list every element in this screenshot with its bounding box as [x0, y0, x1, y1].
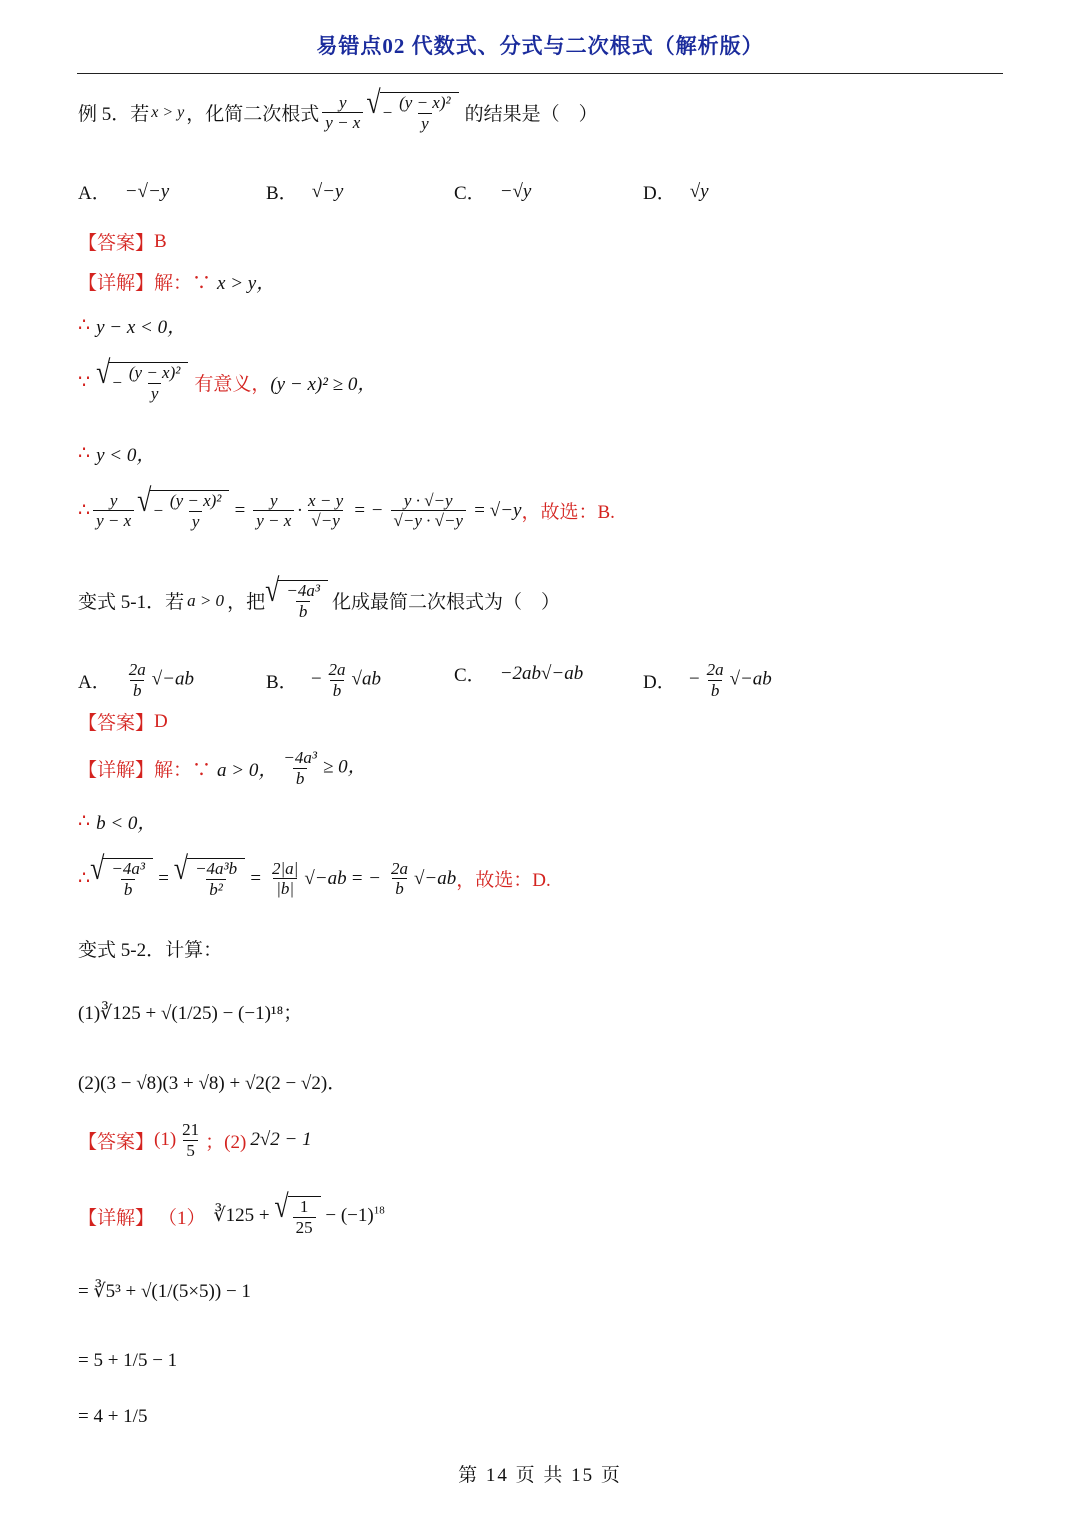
example5-step4: ∴ $\frac{y}{y - x}$ √ − $\frac{\text{(y − x)²}}{y}$ = $\frac{y}{y - x}$ · $\frac{x - y}{√-y}$ = − $\frac{y \cdot √-y}{√-y \cdot √-y}$ = √−y ，故选：B.: [78, 482, 615, 531]
example5-option-b: B． √−y: [266, 180, 344, 204]
page-header-title: 易错点02 代数式、分式与二次根式（解析版）: [316, 34, 764, 58]
variant52-detail-intro: 【详解】 （1） ∛125 + √ $\frac{1}{25}$ − $(-1)^{18}$: [78, 1188, 385, 1237]
example5-detail-intro: 【详解】 解：∵ x > y，: [78, 273, 276, 294]
variant51-answer: 【答案】 D: [78, 710, 168, 734]
variant51-step1: ∴ b < 0，: [78, 811, 157, 834]
variant52-question2: (2)(3 − √8)(3 + √8) + √2(2 − √2)．: [78, 1073, 347, 1094]
example5-option-a: A． −√−y: [78, 180, 170, 204]
variant52-step3: = 4 + 1/5: [78, 1406, 148, 1427]
variant51-option-a: A． $\frac{2a}{b}$ √−ab: [78, 660, 194, 700]
example5-step1: ∴ y − x < 0，: [78, 315, 187, 338]
variant51-question: 变式 5-1．若 a > 0 ，把 √ $\frac{\text{−4a³}}{b}$ 化成最简二次根式为（ ）: [78, 572, 560, 621]
example5-answer: 【答案】 B: [78, 230, 167, 254]
variant51-option-d: D． − $\frac{2a}{b}$ √−ab: [643, 660, 772, 700]
variant51-detail-intro: 【详解】 解：∵ a > 0， $\frac{\text{−4a³}}{b}$ ≥ 0，: [78, 748, 367, 788]
example5-radical: √ − $\frac{\text{(y − x)²}}{y}$: [366, 92, 458, 133]
variant52-title: 变式 5-2．计算：: [78, 940, 223, 961]
variant52-step2: = 5 + 1/5 − 1: [78, 1350, 178, 1371]
variant51-option-c: C． −2ab√−ab: [454, 662, 584, 686]
example5-step3: ∴ y < 0，: [78, 443, 156, 466]
example5-fraction: $\frac{y}{y - x}$: [322, 93, 363, 133]
variant52-answer: 【答案】 (1) $\frac{21}{5}$ ；(2) 2√2 − 1: [78, 1120, 312, 1160]
page-footer: 第 14 页 共 15 页: [458, 1465, 622, 1486]
example5-option-d: D． √y: [643, 180, 709, 204]
example5-question: 例 5．若 x > y ，化简二次根式 $\frac{y}{y - x}$ √ − $\frac{\text{(y − x)²}}{y}$ 的结果是（ ）: [78, 84, 598, 133]
variant51-step2: ∴ √ $\frac{\text{−4a³}}{b}$ = √ $\frac{\text{−4a³b}}{\text{b²}}$ = $\frac{2|a|}{|b|}$ √−ab = − $\frac{2a}{b}$ √−ab ，故选：D.: [78, 850, 551, 899]
variant51-option-b: B． − $\frac{2a}{b}$ √ab: [266, 660, 381, 700]
example5-option-c: C． −√y: [454, 180, 532, 204]
variant52-question1: (1)∛125 + √(1/25) − (−1)¹⁸；: [78, 1003, 303, 1024]
example5-step2: ∵ √ − $\frac{\text{(y − x)²}}{y}$ 有意义， (y − x)² ≥ 0，: [78, 354, 377, 403]
header-divider: [77, 73, 1003, 74]
variant52-step1: = ∛5³ + √(1/(5×5)) − 1: [78, 1281, 251, 1302]
